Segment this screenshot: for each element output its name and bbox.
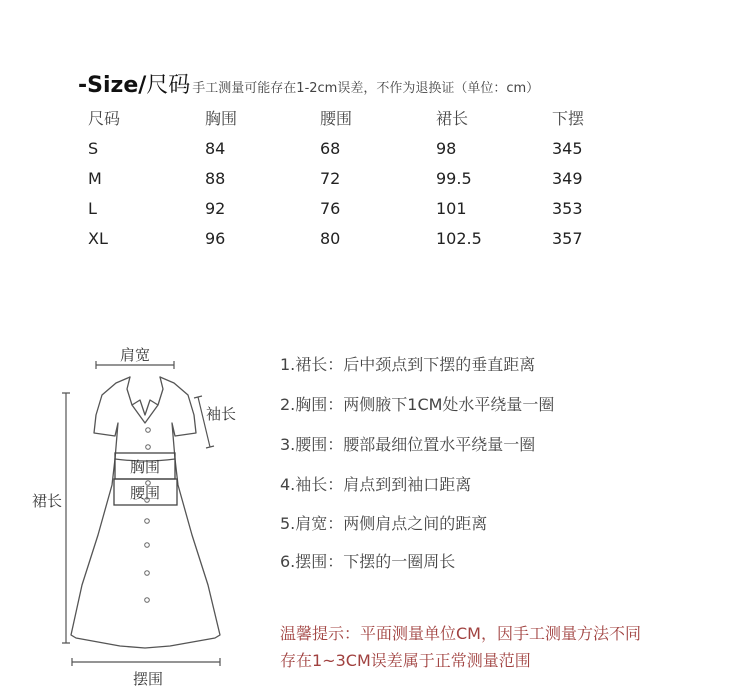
column-header-size: 尺码	[88, 109, 121, 128]
warm-tip	[280, 620, 641, 674]
table-cell: 101	[436, 199, 467, 218]
note-item: 4.袖长：肩点到到袖口距离	[280, 475, 472, 494]
dress-diagram	[20, 335, 260, 697]
table-row	[82, 197, 642, 221]
sleeve-label: 袖长	[206, 405, 237, 423]
table-cell: 99.5	[436, 169, 472, 188]
table-row	[82, 227, 642, 251]
table-cell: M	[88, 169, 102, 188]
column-header-waist: 腰围	[320, 109, 353, 128]
dress-outline	[71, 377, 220, 648]
table-cell: 80	[320, 229, 341, 248]
note-item: 2.胸围：两侧腋下1CM处水平绕量一圈	[280, 395, 555, 414]
dress-collar	[127, 377, 163, 423]
table-cell: 68	[320, 139, 341, 158]
table-cell: 72	[320, 169, 341, 188]
table-cell: L	[88, 199, 97, 218]
length-label: 裙长	[32, 492, 63, 510]
table-cell: 98	[436, 139, 457, 158]
note-item: 5.肩宽：两侧肩点之间的距离	[280, 514, 488, 533]
dress-button	[146, 428, 151, 433]
table-cell: 88	[205, 169, 226, 188]
column-header-hem: 下摆	[552, 109, 585, 128]
column-header-chest: 胸围	[205, 109, 238, 128]
waist-label: 腰围	[129, 484, 161, 502]
dress-button	[145, 598, 150, 603]
table-cell: 349	[552, 169, 583, 188]
tip-line-2: 存在1~3CM误差属于正常测量范围	[280, 651, 531, 670]
column-header-length: 裙长	[436, 109, 469, 128]
table-cell: 357	[552, 229, 583, 248]
table-cell: 76	[320, 199, 341, 218]
note-item: 3.腰围：腰部最细位置水平绕量一圈	[280, 435, 536, 454]
title-cn: 尺码	[146, 73, 191, 98]
hem-label: 摆围	[132, 670, 164, 688]
size-title	[78, 72, 539, 103]
shoulder-label: 肩宽	[119, 346, 151, 364]
table-cell: 96	[205, 229, 226, 248]
hem-measure-line	[72, 658, 220, 666]
note-item: 6.摆围：下摆的一圈周长	[280, 552, 456, 571]
table-row	[82, 137, 642, 161]
table-row	[82, 167, 642, 191]
table-cell: 353	[552, 199, 583, 218]
dress-button	[145, 543, 150, 548]
dress-button	[146, 445, 151, 450]
dress-button	[145, 519, 150, 524]
table-cell: S	[88, 139, 99, 158]
note-item: 1.裙长：后中颈点到下摆的垂直距离	[280, 355, 536, 374]
table-cell: 345	[552, 139, 583, 158]
tip-line-1: 温馨提示：平面测量单位CM，因手工测量方法不同	[280, 624, 641, 643]
title-prefix: -Size/	[78, 73, 147, 98]
table-cell: 92	[205, 199, 226, 218]
table-header-row	[82, 107, 642, 131]
chest-label: 胸围	[129, 458, 161, 476]
title-subtitle: 手工测量可能存在1-2cm误差，不作为退换证（单位：cm）	[192, 81, 540, 96]
table-cell: XL	[88, 229, 108, 248]
table-cell: 84	[205, 139, 226, 158]
dress-button	[145, 571, 150, 576]
length-measure-line	[62, 393, 70, 643]
table-cell: 102.5	[436, 229, 482, 248]
